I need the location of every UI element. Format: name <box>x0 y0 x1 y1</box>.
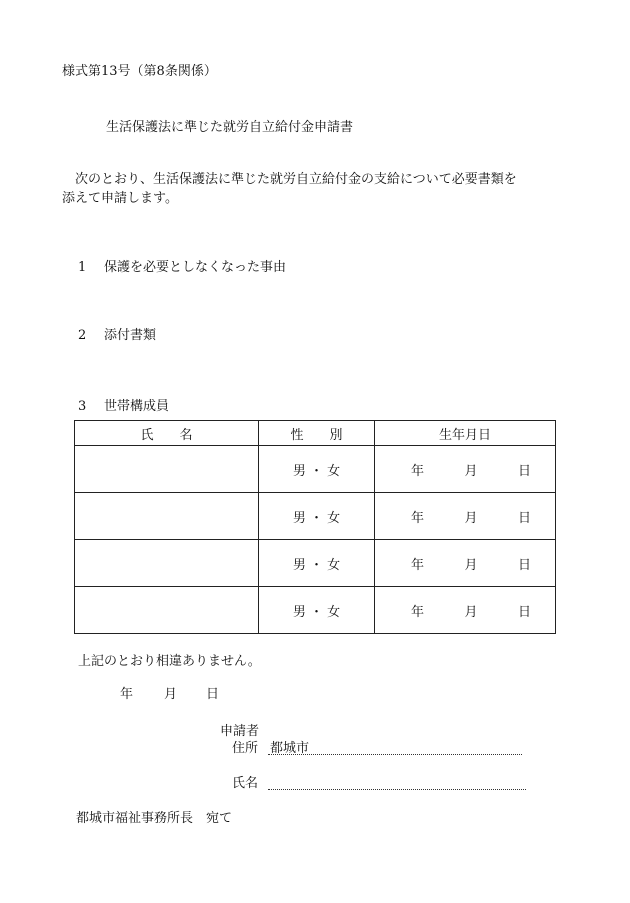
birth-date-cell[interactable] <box>375 587 556 634</box>
birth-date-cell[interactable] <box>375 540 556 587</box>
name-label: 氏名 <box>232 776 259 791</box>
day-label: 日 <box>517 557 531 573</box>
applicant-heading: 申請者 <box>220 724 260 739</box>
table-header-row <box>75 421 556 446</box>
gender-cell[interactable]: 男 ・ 女 <box>259 540 375 587</box>
address-field[interactable] <box>268 754 522 755</box>
year-label: 年 <box>411 510 425 526</box>
table-row <box>75 493 556 540</box>
application-date[interactable] <box>120 687 219 703</box>
header-gender: 性 別 <box>259 421 375 446</box>
intro-line-2: 添えて申請します。 <box>62 191 178 206</box>
address-label: 住所 <box>232 741 259 756</box>
header-birth-date: 生年月日 <box>375 421 556 446</box>
table-row <box>75 446 556 493</box>
day-label: 日 <box>517 604 531 620</box>
intro-text <box>62 170 572 208</box>
table-row <box>75 540 556 587</box>
header-name: 氏 名 <box>75 421 259 446</box>
table-row <box>75 587 556 634</box>
section-1-reason <box>78 260 286 276</box>
year-label: 年 <box>120 687 134 702</box>
section-3-household <box>78 399 169 415</box>
address-value: 都城市 <box>270 741 310 756</box>
confirmation-text: 上記のとおり相違ありません。 <box>78 654 261 669</box>
name-field[interactable] <box>268 789 526 790</box>
name-cell[interactable] <box>75 587 259 634</box>
name-cell[interactable] <box>75 540 259 587</box>
form-number: 様式第13号（第8条関係） <box>62 64 217 79</box>
gender-cell[interactable]: 男 ・ 女 <box>259 493 375 540</box>
month-label: 月 <box>464 557 478 573</box>
month-label: 月 <box>464 604 478 620</box>
gender-cell[interactable]: 男 ・ 女 <box>259 587 375 634</box>
month-label: 月 <box>464 463 478 479</box>
section-number: 2 <box>78 328 87 343</box>
section-number: 1 <box>78 260 87 275</box>
section-label: 世帯構成員 <box>104 399 170 414</box>
month-label: 月 <box>164 687 178 702</box>
day-label: 日 <box>206 687 220 702</box>
birth-date-cell[interactable] <box>375 446 556 493</box>
section-2-attachments <box>78 328 156 344</box>
addressee: 都城市福祉事務所長 宛て <box>76 811 233 826</box>
year-label: 年 <box>411 604 425 620</box>
day-label: 日 <box>517 510 531 526</box>
section-number: 3 <box>78 399 87 414</box>
year-label: 年 <box>411 463 425 479</box>
year-label: 年 <box>411 557 425 573</box>
household-members-table <box>74 420 556 634</box>
section-label: 保護を必要としなくなった事由 <box>104 260 287 275</box>
document-title: 生活保護法に準じた就労自立給付金申請書 <box>106 120 354 135</box>
month-label: 月 <box>464 510 478 526</box>
gender-cell[interactable]: 男 ・ 女 <box>259 446 375 493</box>
birth-date-cell[interactable] <box>375 493 556 540</box>
section-label: 添付書類 <box>104 328 157 343</box>
name-cell[interactable] <box>75 446 259 493</box>
intro-line-1: 次のとおり、生活保護法に準じた就労自立給付金の支給について必要書類を <box>75 172 517 187</box>
name-cell[interactable] <box>75 493 259 540</box>
day-label: 日 <box>517 463 531 479</box>
